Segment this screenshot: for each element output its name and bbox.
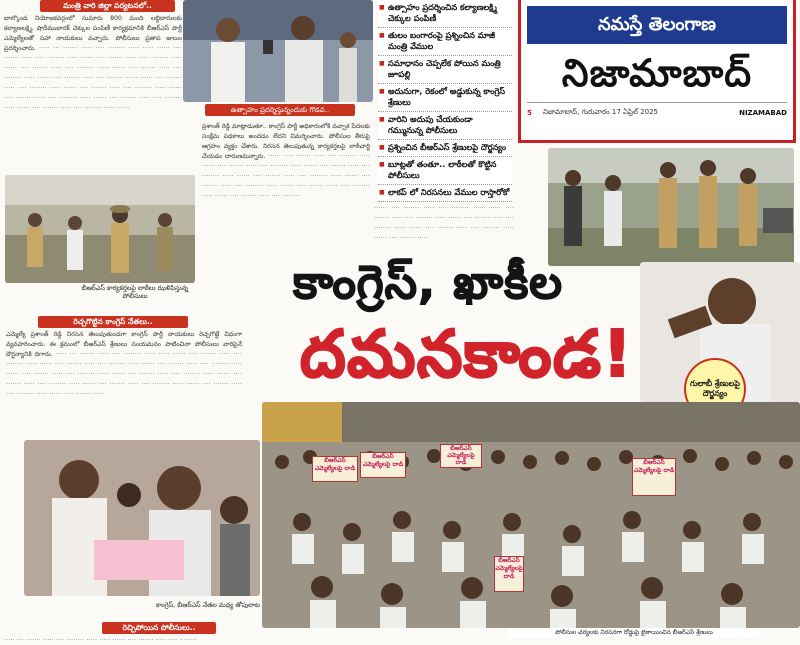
masthead bbox=[518, 0, 796, 143]
top-left-heading: మంత్రి వారి జిల్లా పర్యటనలో.. bbox=[40, 0, 175, 12]
headline-line2: దమనకాండ! bbox=[300, 318, 634, 392]
key-points-list bbox=[378, 0, 512, 200]
filler-text: ····· ··· ······· ····· ···· ········ ····· ····· ······ ···· ······· ····· ···· ········ ····· ······ ···· ······· ····· ···· ········ ····· ······ ···· ······· ····· ···· ········ ····· ······ ···· ······· ····· ···· ········ ····· ······ ···· ······· ····· ···· ········ ····· ······ ···· ······· ····· ···· ········ ····· ······ ···· ······· ····· ···· ········ ····· ······ ···· ······· ····· ···· ········ ····· ······ ···· ······· ····· bbox=[6, 351, 242, 398]
center-body-col2: ······ ···· ······· ····· ···· ········ ····· ······ ···· ······· ····· ···· ········ ····· ······ ···· ······· ····· ···· ········ ····· ······ ···· ······· ····· ···· ········ ····· ······ ···· ······· ····· bbox=[374, 205, 514, 242]
photo-ministers bbox=[183, 0, 373, 102]
badge-text: గులాబీ శ్రేణులపై దౌర్జన్యం bbox=[690, 379, 740, 398]
ministers-illustration bbox=[183, 0, 373, 102]
mid-left-body bbox=[6, 330, 242, 434]
mid-left-heading: రెచ్చగొట్టిన కాంగ్రెస్ నేతలు.. bbox=[38, 316, 188, 328]
filler-text: ······ ···· ······· ····· ···· ········ ····· ······ ···· ······· ····· ···· ········ ····· ······ ···· ······· ····· ···· ········ ····· ······ ···· ······· ····· ···· ········ ····· ······ ···· ······· ····· ···· ········ ····· ······ ···· ······· ····· ···· ········ ····· ······ ···· ······· ····· ···· ········ bbox=[202, 153, 370, 200]
photo2-caption: బీఆర్ఎస్ కార్యకర్తలపై లాఠీలు ఝళిపిస్తున్న పోలీసులు bbox=[81, 284, 189, 300]
edition-tag: NIZAMABAD bbox=[739, 109, 787, 117]
protest-sign: బీఆర్ఎస్ ఎమ్మెల్యేలపై దాడి bbox=[312, 456, 358, 482]
bottom-left-heading: రెచ్చిపోయిన పోలీసులు.. bbox=[102, 622, 216, 634]
bullet-item: ■ ప్రశ్నించిన బీఆర్ఎస్ శ్రేణులపై దౌర్జన్యం bbox=[378, 140, 512, 157]
police-field-illustration bbox=[548, 148, 794, 266]
masthead-tagline-bar: నమస్తే తెలంగాణ bbox=[527, 6, 787, 44]
protest-sign: బీఆర్ఎస్ ఎమ్మెల్యేలపై దాడి bbox=[494, 556, 524, 592]
masthead-edition: నిజామాబాద్ bbox=[561, 51, 753, 95]
protest-sign: బీఆర్ఎస్ ఎమ్మెల్యేలపై దాడి bbox=[440, 444, 482, 468]
top-left-body bbox=[4, 14, 182, 174]
photo-scuffle bbox=[24, 440, 260, 596]
bullet-item: ■ బూట్లతో తంతూ.. లాఠీలతో కొట్టిన పోలీసులు bbox=[378, 157, 512, 185]
mid-left-body-text: ఎమ్మెల్యే ప్రశాంత్ రెడ్డి నిరసన తెలుపుతుండగా కాంగ్రెస్ పార్టీ నాయకులు రెచ్చగొట్టే విధంగా వ్యవహరించారు. ఈ క్రమంలో బీఆర్ఎస్ శ్రేణులు సంయమనం పాటించినా పోలీసులు వారిపైనే దౌర్జన్యానికి దిగారు. bbox=[6, 331, 242, 358]
bullet-item: ■ అదునుగా, రెకంలో అడ్డుకున్న కాంగ్రెస్ శ్రేణులు bbox=[378, 84, 512, 112]
photo3-caption: కాంగ్రెస్, బీఆర్ఎస్ నేతల మధ్య తోపులాట bbox=[155, 601, 260, 609]
center-body-text: ప్రశాంత్ రెడ్డి మాట్లాడుతూ.. కాంగ్రెస్ పార్టీ అధికారంలోకి వచ్చాక పేదలకు సంక్షేమ పథకాలు అందడం లేదని విమర్శించారు. పోలీసుల తీరుపై ఆగ్రహం వ్యక్తం చేశారు. నిరసన తెలుపుతున్న కార్యకర్తలపై లాఠీచార్జి చేయడం దారుణమన్నారు. bbox=[202, 123, 370, 160]
bullet-item: ■ తులం బంగారంపై ప్రశ్నించిన మాజీ మంత్రి వేముల bbox=[378, 28, 512, 56]
bullet-item: ■ లాకప్ లో నిరసనలు వేముల రాస్తారోకో bbox=[378, 185, 512, 202]
photo-protest-sitin bbox=[262, 402, 800, 628]
dateline: నిజామాబాద్, గురువారం 17 ఏప్రిల్ 2025 bbox=[543, 108, 658, 116]
page-number: 5 bbox=[527, 109, 532, 117]
protest-sign: బీఆర్ఎస్ ఎమ్మెల్యేలపై దాడి bbox=[632, 458, 676, 496]
protest-sitin-illustration bbox=[262, 402, 800, 628]
photo-police-crowd bbox=[5, 175, 195, 283]
bullet-item: ■ ఉత్సాహం ప్రదర్శించిన కల్యాణలక్ష్మి చెక్కుల పంపిణీ bbox=[378, 0, 512, 28]
bullet-item: ■ వారిని అదుపు చేయకుండా గమ్మునున్న పోలీసులు bbox=[378, 112, 512, 140]
police-crowd-illustration bbox=[5, 175, 195, 283]
filler-text: ····· ··· ······· ····· ···· ········ ····· ····· ······ ···· ······· ····· ···· ········ ····· ······ ···· ······· ····· ···· ········ ····· ······ ···· ······· ····· ···· ········ ····· ······ ···· ······· ····· ···· ········ ····· ······ ···· ······· ····· ···· ········ ····· ······ ···· ······· ····· ···· ········ ····· ······ ···· ······· ····· ···· ········ ····· ······ ···· ······· ····· ···· ········ ····· ······ ···· ······· ····· ···· ········ ····· ······ ···· ······· ····· ···· ········ ····· ······ bbox=[4, 45, 182, 112]
scuffle-illustration bbox=[24, 440, 260, 596]
center-body bbox=[202, 122, 370, 262]
bullet-item: ■ సమాధానం చెప్పలేక పోయిన మంత్రి జూపల్లి bbox=[378, 56, 512, 84]
top-left-body-text: బాల్కొండ నియోజకవర్గంలో సుమారు 800 మంది లబ్ధిదారులకు కల్యాణలక్ష్మి, షాదీముబారక్ చెక్కుల పంపిణీ కార్యక్రమానికి బీఆర్ఎస్ పార్టీ ఎమ్మెల్యేలతో సహా నాయకులు వచ్చారు. పోలీసులు ప్రతాప జులుం ప్రదర్శించారు. bbox=[4, 15, 182, 52]
protest-sign: బీఆర్ఎస్ ఎమ్మెల్యేలపై దాడి bbox=[360, 452, 406, 478]
headline-line1: కాంగ్రెస్, ఖాకీల bbox=[293, 255, 563, 309]
bottom-left-filler: ····· ··· ······· ····· ···· ········ ····· ····· ······ ···· ······· ····· ···· ········ bbox=[4, 637, 197, 644]
dateline-bar bbox=[527, 102, 787, 123]
photo1-caption: ఉత్సాహం ప్రదర్శిస్తున్నందుకు గొడవ.. bbox=[205, 104, 355, 116]
photo4-caption: పోలీసుల చర్యలకు నిరసనగా రోడ్డుపై బైఠాయించిన బీఆర్ఎస్ శ్రేణులు bbox=[508, 628, 760, 638]
photo-police-field bbox=[548, 148, 794, 266]
